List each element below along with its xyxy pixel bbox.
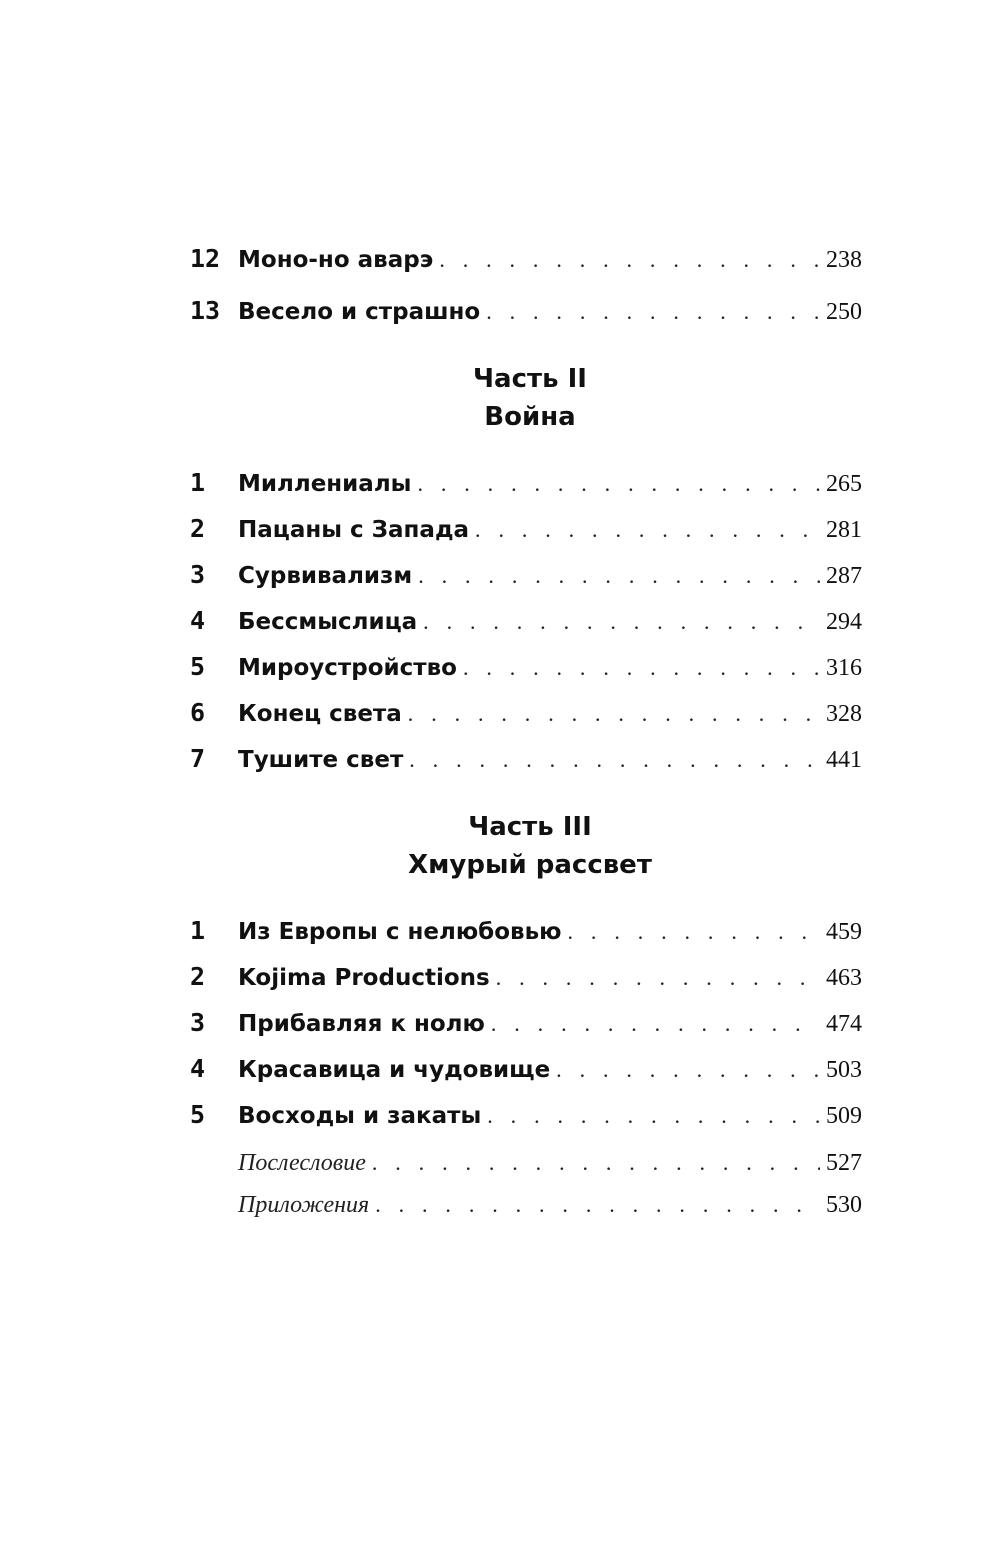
section-title: Послесловие — [238, 1150, 366, 1176]
chapter-title: Моно-но аварэ — [238, 247, 434, 273]
page-number: 287 — [826, 563, 862, 589]
dot-leader — [409, 747, 820, 773]
chapter-title: Мироустройство — [238, 655, 457, 681]
toc-entry[interactable] — [190, 468, 862, 508]
dot-leader — [487, 1103, 820, 1129]
chapter-number: 4 — [190, 606, 206, 635]
chapter-number: 1 — [190, 916, 206, 945]
chapter-number: 6 — [190, 698, 206, 727]
dot-leader — [486, 299, 820, 325]
dot-leader — [439, 247, 820, 273]
toc-entry[interactable] — [190, 652, 862, 692]
chapter-title: Красавица и чудовище — [238, 1057, 551, 1083]
chapter-title: Тушите свет — [238, 747, 404, 773]
toc-entry[interactable] — [190, 1100, 862, 1140]
dot-leader — [423, 609, 820, 635]
part-heading — [300, 360, 760, 436]
toc-entry-afterword[interactable] — [190, 1150, 862, 1190]
dot-leader — [418, 563, 820, 589]
page-number: 509 — [826, 1103, 862, 1129]
dot-leader — [491, 1011, 820, 1037]
toc-entry[interactable] — [190, 560, 862, 600]
toc-entry[interactable] — [190, 1008, 862, 1048]
toc-entry[interactable] — [190, 244, 862, 284]
dot-leader — [475, 517, 820, 543]
page-number: 503 — [826, 1057, 862, 1083]
chapter-number: 3 — [190, 1008, 206, 1037]
chapter-number: 1 — [190, 468, 206, 497]
toc-entry[interactable] — [190, 744, 862, 784]
toc-entry[interactable] — [190, 296, 862, 336]
chapter-number: 7 — [190, 744, 206, 773]
chapter-title: Сурвивализм — [238, 563, 413, 589]
toc-entry[interactable] — [190, 514, 862, 554]
page-number: 250 — [826, 299, 862, 325]
chapter-number: 4 — [190, 1054, 206, 1083]
chapter-number: 13 — [190, 296, 221, 325]
dot-leader — [496, 965, 820, 991]
page-number: 527 — [826, 1150, 862, 1176]
page-number: 463 — [826, 965, 862, 991]
dot-leader — [375, 1192, 820, 1218]
part-heading — [300, 808, 760, 884]
chapter-title: Миллениалы — [238, 471, 412, 497]
toc-entry[interactable] — [190, 916, 862, 956]
page-number: 328 — [826, 701, 862, 727]
chapter-number: 5 — [190, 1100, 206, 1129]
toc-entry[interactable] — [190, 1054, 862, 1094]
page-number: 459 — [826, 919, 862, 945]
chapter-title: Конец света — [238, 701, 402, 727]
toc-entry[interactable] — [190, 962, 862, 1002]
part-label: Часть II — [473, 364, 587, 394]
chapter-title: Прибавляя к нолю — [238, 1011, 485, 1037]
section-title: Приложения — [238, 1192, 370, 1218]
dot-leader — [408, 701, 820, 727]
toc-entry[interactable] — [190, 606, 862, 646]
page-number: 530 — [826, 1192, 862, 1218]
page-number: 281 — [826, 517, 862, 543]
page-number: 294 — [826, 609, 862, 635]
chapter-number: 3 — [190, 560, 206, 589]
page-number: 441 — [826, 747, 862, 773]
page-number: 316 — [826, 655, 862, 681]
chapter-title: Бессмыслица — [238, 609, 418, 635]
chapter-title: Пацаны с Запада — [238, 517, 470, 543]
dot-leader — [372, 1150, 820, 1176]
chapter-number: 12 — [190, 244, 221, 273]
dot-leader — [568, 919, 820, 945]
page-number: 238 — [826, 247, 862, 273]
toc-entry[interactable] — [190, 698, 862, 738]
chapter-number: 2 — [190, 514, 206, 543]
dot-leader — [463, 655, 820, 681]
toc-entry-appendices[interactable] — [190, 1192, 862, 1232]
chapter-number: 5 — [190, 652, 206, 681]
dot-leader — [556, 1057, 820, 1083]
chapter-title: Восходы и закаты — [238, 1103, 482, 1129]
part-name: Хмурый рассвет — [408, 850, 652, 880]
chapter-title: Из Европы с нелюбовью — [238, 919, 562, 945]
part-name: Война — [484, 402, 576, 432]
part-label: Часть III — [468, 812, 592, 842]
page-number: 474 — [826, 1011, 862, 1037]
dot-leader — [417, 471, 820, 497]
chapter-number: 2 — [190, 962, 206, 991]
chapter-title: Весело и страшно — [238, 299, 481, 325]
chapter-title: Kojima Productions — [238, 965, 490, 991]
page-number: 265 — [826, 471, 862, 497]
